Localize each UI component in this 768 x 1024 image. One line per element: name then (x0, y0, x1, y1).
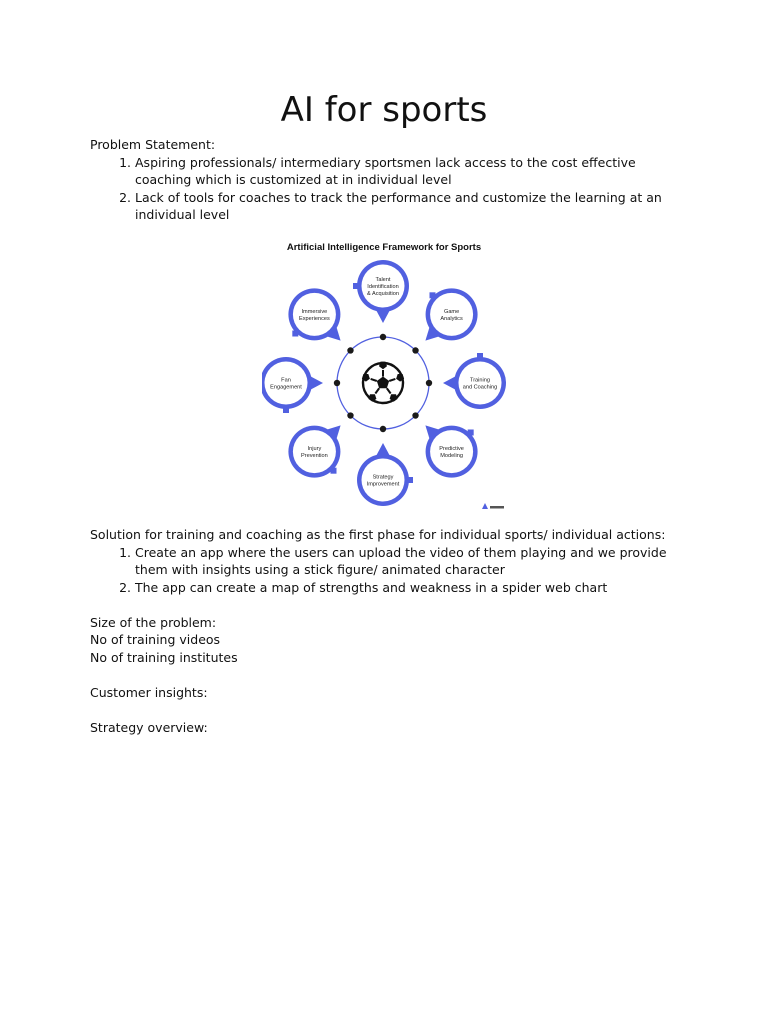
node-label: Modeling (440, 453, 463, 460)
node-label: and Coaching (462, 384, 498, 391)
solution-heading: Solution for training and coaching as the first phase for individual sports/ individual actions: (90, 527, 666, 542)
node-label: Predictive (439, 445, 464, 452)
framework-diagram (262, 237, 506, 513)
ring-dot (347, 412, 353, 418)
figure-title: Artificial Intelligence Framework for Sports (286, 242, 482, 253)
size-line-1: No of training videos (90, 632, 221, 647)
node-label: Identification (367, 284, 399, 290)
ring-dot (426, 380, 432, 386)
node-label: Fan (281, 377, 291, 384)
document-title: AI for sports (280, 90, 488, 130)
ai-framework-figure (262, 237, 506, 513)
node-label: Injury (307, 445, 322, 452)
customer-insights-heading: Customer insights: (90, 684, 208, 700)
solution-section (90, 526, 690, 736)
size-line-2: No of training institutes (90, 649, 238, 665)
node-label: Prevention (301, 453, 328, 460)
node-label: Strategy (372, 474, 394, 481)
soccer-ball-icon (362, 362, 404, 403)
problem-section (90, 136, 690, 224)
node-label: Training (469, 377, 491, 384)
node-label: & Acquisition (366, 291, 400, 298)
node-label: Analytics (440, 316, 463, 323)
solution-item-1: 1. Create an app where the users can upload the video of them playing and we provide them with insights using a stick figure/ animated character (135, 544, 690, 579)
strategy-overview-heading: Strategy overview: (90, 719, 208, 735)
problem-item-2: 2. Lack of tools for coaches to track the performance and customize the learning at an individual level (135, 189, 690, 224)
solution-list (90, 544, 690, 597)
ring-dot (380, 334, 386, 340)
problem-item-1: 1. Aspiring professionals/ intermediary sportsmen lack access to the cost effective coaching which is customized at in individual level (135, 154, 690, 189)
problem-heading: Problem Statement: (90, 137, 216, 152)
ring-dot (334, 380, 340, 386)
ring-dot (412, 412, 418, 418)
problem-list (90, 154, 690, 224)
solution-item-2: 2. The app can create a map of strengths and weakness in a spider web chart (135, 579, 690, 597)
node-label: Talent (375, 276, 391, 283)
node-label: Immersive (301, 308, 328, 315)
node-label: Improvement (366, 481, 400, 488)
node-label: Engagement (270, 384, 302, 391)
brand-logo-icon (482, 503, 504, 509)
size-heading: Size of the problem: (90, 614, 217, 630)
ring-dot (412, 347, 418, 353)
node-label: Experiences (299, 316, 330, 323)
ring-dot (347, 347, 353, 353)
node-label: Game (443, 308, 460, 315)
ring-dot (380, 426, 386, 432)
